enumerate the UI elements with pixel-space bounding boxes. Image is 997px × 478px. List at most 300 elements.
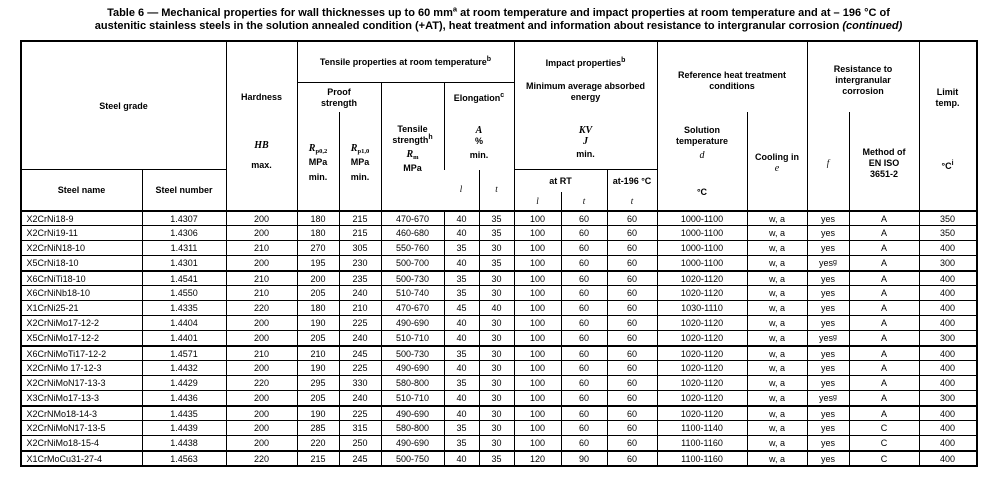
cell-limit-temp-row1: 350 — [919, 210, 976, 225]
cell-kv-196-t-row6: 60 — [607, 285, 657, 300]
cell-cooling-in-row11: w, a — [747, 360, 807, 375]
cell-limit-temp-row10: 400 — [919, 345, 976, 360]
cell-rm-range-row13: 510-710 — [381, 390, 444, 405]
header-rp02: $R_{p0,2}$ MPa min. — [297, 112, 339, 210]
cell-kv-rt-l-row13: 100 — [514, 390, 561, 405]
kv-symbol: KV — [578, 125, 593, 136]
header-f-column: f — [807, 112, 849, 210]
cell-method-en-iso-3651-2-row15: C — [849, 420, 919, 435]
cell-rp10-min-row1: 215 — [339, 210, 381, 225]
cell-kv-196-t-row2: 60 — [607, 225, 657, 240]
header-elongation-l: l — [459, 184, 463, 194]
cell-rm-range-row3: 550-760 — [381, 240, 444, 255]
cell-kv-rt-t-row7: 60 — [561, 300, 607, 315]
header-proof-strength: Proof strength — [297, 83, 381, 112]
cell-kv-rt-l-row15: 100 — [514, 420, 561, 435]
cell-kv-rt-l-row2: 100 — [514, 225, 561, 240]
cell-elongation-l-row17: 40 — [444, 450, 479, 465]
cell-rp10-min-row5: 235 — [339, 270, 381, 285]
cell-elongation-t-row1: 35 — [479, 210, 514, 225]
cell-steel-number-row3: 1.4311 — [142, 240, 226, 255]
cell-resistance-f-row14: yes — [807, 405, 849, 420]
cell-kv-rt-t-row15: 60 — [561, 420, 607, 435]
header-at-minus-196: at-196 °C — [607, 170, 657, 192]
cell-rp02-min-row2: 180 — [297, 225, 339, 240]
cell-solution-temperature-row9: 1020-1120 — [657, 330, 747, 345]
cell-hardness-hb-max-row5: 210 — [226, 270, 297, 285]
cell-rm-range-row11: 490-690 — [381, 360, 444, 375]
cell-elongation-l-row4: 40 — [444, 255, 479, 270]
cell-rp02-min-row16: 220 — [297, 435, 339, 450]
cell-elongation-t-row8: 30 — [479, 315, 514, 330]
table-title — [0, 0, 997, 33]
cell-steel-number-row17: 1.4563 — [142, 450, 226, 465]
cell-rm-range-row10: 500-730 — [381, 345, 444, 360]
cell-elongation-t-row2: 35 — [479, 225, 514, 240]
cell-steel-number-row14: 1.4435 — [142, 405, 226, 420]
cell-cooling-in-row13: w, a — [747, 390, 807, 405]
cell-solution-temperature-row3: 1000-1100 — [657, 240, 747, 255]
cell-kv-rt-l-row1: 100 — [514, 210, 561, 225]
footnote-marker-e: e — [774, 163, 780, 174]
cell-elongation-t-row5: 30 — [479, 270, 514, 285]
cell-limit-temp-row2: 350 — [919, 225, 976, 240]
cell-rm-range-row9: 510-710 — [381, 330, 444, 345]
cell-rm-range-row6: 510-740 — [381, 285, 444, 300]
cell-kv-rt-t-row3: 60 — [561, 240, 607, 255]
cell-resistance-f-row13: yes g — [807, 390, 849, 405]
cell-kv-rt-l-row17: 120 — [514, 450, 561, 465]
cell-steel-number-row2: 1.4306 — [142, 225, 226, 240]
cell-method-en-iso-3651-2-row10: A — [849, 345, 919, 360]
cell-limit-temp-row14: 400 — [919, 405, 976, 420]
cell-method-en-iso-3651-2-row12: A — [849, 375, 919, 390]
cell-cooling-in-row2: w, a — [747, 225, 807, 240]
cell-steel-name-row5: X6CrNiTi18-10 — [22, 270, 142, 285]
cell-rp02-min-row9: 205 — [297, 330, 339, 345]
cell-resistance-f-row5: yes — [807, 270, 849, 285]
cell-steel-number-row9: 1.4401 — [142, 330, 226, 345]
cell-kv-rt-l-row4: 100 — [514, 255, 561, 270]
cell-kv-rt-l-row6: 100 — [514, 285, 561, 300]
cell-cooling-in-row1: w, a — [747, 210, 807, 225]
cell-rp10-min-row3: 305 — [339, 240, 381, 255]
cell-steel-name-row13: X3CrNiMo17-13-3 — [22, 390, 142, 405]
cell-kv-rt-t-row2: 60 — [561, 225, 607, 240]
cell-cooling-in-row17: w, a — [747, 450, 807, 465]
cell-solution-temperature-row1: 1000-1100 — [657, 210, 747, 225]
cell-rm-range-row17: 500-750 — [381, 450, 444, 465]
cell-elongation-t-row7: 40 — [479, 300, 514, 315]
cell-resistance-f-row9: yes g — [807, 330, 849, 345]
cell-resistance-f-row3: yes — [807, 240, 849, 255]
cell-method-en-iso-3651-2-row4: A — [849, 255, 919, 270]
cell-hardness-hb-max-row9: 200 — [226, 330, 297, 345]
cell-resistance-f-row2: yes — [807, 225, 849, 240]
cell-kv-196-t-row13: 60 — [607, 390, 657, 405]
cell-rp10-min-row10: 245 — [339, 345, 381, 360]
cell-hardness-hb-max-row16: 200 — [226, 435, 297, 450]
cell-solution-temperature-row17: 1100-1160 — [657, 450, 747, 465]
j-symbol: J — [583, 136, 588, 147]
cell-limit-temp-row12: 400 — [919, 375, 976, 390]
cell-solution-temperature-row14: 1020-1120 — [657, 405, 747, 420]
cell-limit-temp-row9: 300 — [919, 330, 976, 345]
cell-kv-196-t-row16: 60 — [607, 435, 657, 450]
cell-rp10-min-row16: 250 — [339, 435, 381, 450]
cell-cooling-in-row6: w, a — [747, 285, 807, 300]
cell-cooling-in-row4: w, a — [747, 255, 807, 270]
cell-rm-range-row1: 470-670 — [381, 210, 444, 225]
cell-elongation-t-row11: 30 — [479, 360, 514, 375]
header-steel-number: Steel number — [142, 170, 226, 210]
cell-limit-temp-row13: 300 — [919, 390, 976, 405]
cell-limit-temp-row7: 400 — [919, 300, 976, 315]
header-at-rt-t: t — [561, 192, 607, 210]
cell-elongation-l-row8: 40 — [444, 315, 479, 330]
cell-steel-name-row10: X6CrNiMoTi17-12-2 — [22, 345, 142, 360]
cell-rp10-min-row12: 330 — [339, 375, 381, 390]
cell-limit-temp-row6: 400 — [919, 285, 976, 300]
cell-kv-196-t-row10: 60 — [607, 345, 657, 360]
cell-solution-temperature-row16: 1100-1160 — [657, 435, 747, 450]
cell-kv-rt-t-row12: 60 — [561, 375, 607, 390]
cell-elongation-l-row13: 40 — [444, 390, 479, 405]
cell-kv-rt-t-row1: 60 — [561, 210, 607, 225]
cell-rm-range-row4: 500-700 — [381, 255, 444, 270]
cell-kv-rt-l-row11: 100 — [514, 360, 561, 375]
header-tensile-strength: Tensile strength$^h$ $R_m$ MPa — [381, 83, 444, 210]
cell-elongation-l-row1: 40 — [444, 210, 479, 225]
cell-method-en-iso-3651-2-row1: A — [849, 210, 919, 225]
footnote-marker-c: c — [500, 91, 505, 99]
cell-hardness-hb-max-row3: 210 — [226, 240, 297, 255]
cell-elongation-t-row13: 30 — [479, 390, 514, 405]
cell-method-en-iso-3651-2-row11: A — [849, 360, 919, 375]
cell-solution-temperature-row7: 1030-1110 — [657, 300, 747, 315]
cell-rp02-min-row10: 210 — [297, 345, 339, 360]
cell-kv-rt-l-row9: 100 — [514, 330, 561, 345]
cell-cooling-in-row15: w, a — [747, 420, 807, 435]
cell-solution-temperature-row4: 1000-1100 — [657, 255, 747, 270]
cell-kv-rt-t-row17: 90 — [561, 450, 607, 465]
cell-kv-rt-t-row6: 60 — [561, 285, 607, 300]
cell-rp10-min-row15: 315 — [339, 420, 381, 435]
cell-rm-range-row7: 470-670 — [381, 300, 444, 315]
cell-steel-number-row11: 1.4432 — [142, 360, 226, 375]
cell-kv-rt-t-row10: 60 — [561, 345, 607, 360]
cell-elongation-l-row3: 35 — [444, 240, 479, 255]
cell-rp10-min-row6: 240 — [339, 285, 381, 300]
header-method-en-iso: Method of EN ISO 3651-2 — [849, 112, 919, 210]
footnote-marker-d: d — [699, 150, 705, 161]
cell-rp10-min-row13: 240 — [339, 390, 381, 405]
cell-elongation-l-row14: 40 — [444, 405, 479, 420]
header-cooling-in: Cooling in e — [747, 112, 807, 210]
cell-rp02-min-row1: 180 — [297, 210, 339, 225]
cell-kv-rt-l-row3: 100 — [514, 240, 561, 255]
cell-steel-name-row3: X2CrNiN18-10 — [22, 240, 142, 255]
cell-method-en-iso-3651-2-row13: A — [849, 390, 919, 405]
cell-rp02-min-row7: 180 — [297, 300, 339, 315]
cell-steel-name-row17: X1CrMoCu31-27-4 — [22, 450, 142, 465]
cell-kv-196-t-row12: 60 — [607, 375, 657, 390]
cell-hardness-hb-max-row8: 200 — [226, 315, 297, 330]
cell-kv-196-t-row11: 60 — [607, 360, 657, 375]
cell-hardness-hb-max-row14: 200 — [226, 405, 297, 420]
header-elongation-symbols: A % min. — [444, 112, 514, 170]
cell-rp10-min-row4: 230 — [339, 255, 381, 270]
cell-method-en-iso-3651-2-row2: A — [849, 225, 919, 240]
cell-kv-196-t-row5: 60 — [607, 270, 657, 285]
footnote-marker-a: a — [452, 4, 458, 14]
cell-elongation-t-row4: 35 — [479, 255, 514, 270]
cell-kv-rt-t-row16: 60 — [561, 435, 607, 450]
cell-steel-number-row13: 1.4436 — [142, 390, 226, 405]
cell-elongation-t-row14: 30 — [479, 405, 514, 420]
footnote-marker-i: i — [951, 160, 954, 167]
cell-kv-196-t-row9: 60 — [607, 330, 657, 345]
cell-rp02-min-row12: 295 — [297, 375, 339, 390]
cell-elongation-t-row10: 30 — [479, 345, 514, 360]
cell-rp02-min-row8: 190 — [297, 315, 339, 330]
cell-method-en-iso-3651-2-row3: A — [849, 240, 919, 255]
header-reference-heat-treatment-group: Reference heat treatment conditions — [657, 42, 807, 112]
header-steel-name: Steel name — [57, 185, 106, 195]
cell-steel-name-row9: X5CrNiMo17-12-2 — [22, 330, 142, 345]
cell-cooling-in-row3: w, a — [747, 240, 807, 255]
cell-limit-temp-row4: 300 — [919, 255, 976, 270]
cell-kv-rt-l-row7: 100 — [514, 300, 561, 315]
cell-solution-temperature-row13: 1020-1120 — [657, 390, 747, 405]
cell-solution-temperature-row2: 1000-1100 — [657, 225, 747, 240]
cell-limit-temp-row5: 400 — [919, 270, 976, 285]
cell-steel-number-row8: 1.4404 — [142, 315, 226, 330]
cell-cooling-in-row12: w, a — [747, 375, 807, 390]
cell-steel-number-row16: 1.4438 — [142, 435, 226, 450]
cell-cooling-in-row16: w, a — [747, 435, 807, 450]
cell-rp02-min-row17: 215 — [297, 450, 339, 465]
cell-hardness-hb-max-row10: 210 — [226, 345, 297, 360]
cell-hardness-hb-max-row7: 220 — [226, 300, 297, 315]
cell-steel-name-row7: X1CrNi25-21 — [22, 300, 142, 315]
cell-solution-temperature-row10: 1020-1120 — [657, 345, 747, 360]
cell-elongation-l-row5: 35 — [444, 270, 479, 285]
header-at-minus-196-t: t — [607, 192, 657, 210]
cell-resistance-f-row4: yes g — [807, 255, 849, 270]
cell-cooling-in-row14: w, a — [747, 405, 807, 420]
cell-rm-range-row16: 490-690 — [381, 435, 444, 450]
cell-elongation-l-row9: 40 — [444, 330, 479, 345]
cell-resistance-f-row11: yes — [807, 360, 849, 375]
header-rp10: $R_{p1,0}$ MPa min. — [339, 112, 381, 210]
cell-steel-number-row15: 1.4439 — [142, 420, 226, 435]
header-impact-symbols: KV J min. — [514, 112, 657, 170]
header-solution-temperature-unit: °C — [657, 170, 747, 210]
cell-kv-rt-t-row9: 60 — [561, 330, 607, 345]
cell-rm-range-row15: 580-800 — [381, 420, 444, 435]
cell-rp10-min-row14: 225 — [339, 405, 381, 420]
header-impact-properties-group: Impact properties$^b$ Minimum average absorbed energy — [514, 42, 657, 112]
cell-method-en-iso-3651-2-row8: A — [849, 315, 919, 330]
cell-steel-number-row5: 1.4541 — [142, 270, 226, 285]
header-elongation-t: t — [479, 170, 514, 210]
header-at-rt: at RT — [514, 170, 607, 192]
cell-steel-name-row4: X5CrNi18-10 — [22, 255, 142, 270]
cell-steel-name-row15: X2CrNiMoN17-13-5 — [22, 420, 142, 435]
cell-solution-temperature-row8: 1020-1120 — [657, 315, 747, 330]
cell-elongation-l-row15: 35 — [444, 420, 479, 435]
cell-resistance-f-row7: yes — [807, 300, 849, 315]
cell-elongation-t-row15: 30 — [479, 420, 514, 435]
header-at-rt-l: l — [514, 192, 561, 210]
cell-resistance-f-row12: yes — [807, 375, 849, 390]
cell-kv-196-t-row4: 60 — [607, 255, 657, 270]
cell-resistance-f-row6: yes — [807, 285, 849, 300]
cell-solution-temperature-row6: 1020-1120 — [657, 285, 747, 300]
cell-cooling-in-row5: w, a — [747, 270, 807, 285]
cell-kv-196-t-row14: 60 — [607, 405, 657, 420]
cell-steel-name-row2: X2CrNi19-11 — [22, 225, 142, 240]
cell-rp02-min-row11: 190 — [297, 360, 339, 375]
cell-rm-range-row12: 580-800 — [381, 375, 444, 390]
cell-steel-name-row8: X2CrNiMo17-12-2 — [22, 315, 142, 330]
cell-rm-range-row5: 500-730 — [381, 270, 444, 285]
table-title-line1: Table 6 — Mechanical properties for wall thicknesses up to 60 $mm^a$ at room temperature and impact properties at room temperature and at – 196 °C of — [107, 4, 890, 19]
cell-kv-rt-t-row5: 60 — [561, 270, 607, 285]
cell-resistance-f-row1: yes — [807, 210, 849, 225]
cell-rp02-min-row6: 205 — [297, 285, 339, 300]
cell-solution-temperature-row11: 1020-1120 — [657, 360, 747, 375]
cell-steel-number-row1: 1.4307 — [142, 210, 226, 225]
cell-elongation-t-row3: 30 — [479, 240, 514, 255]
cell-rp10-min-row7: 210 — [339, 300, 381, 315]
cell-steel-number-row12: 1.4429 — [142, 375, 226, 390]
cell-kv-rt-l-row16: 100 — [514, 435, 561, 450]
cell-elongation-l-row6: 35 — [444, 285, 479, 300]
cell-rp02-min-row14: 190 — [297, 405, 339, 420]
cell-hardness-hb-max-row2: 200 — [226, 225, 297, 240]
cell-rp02-min-row5: 200 — [297, 270, 339, 285]
cell-kv-rt-t-row4: 60 — [561, 255, 607, 270]
cell-cooling-in-row10: w, a — [747, 345, 807, 360]
cell-resistance-f-row15: yes — [807, 420, 849, 435]
cell-elongation-l-row11: 40 — [444, 360, 479, 375]
cell-kv-196-t-row3: 60 — [607, 240, 657, 255]
cell-resistance-f-row8: yes — [807, 315, 849, 330]
cell-hardness-hb-max-row1: 200 — [226, 210, 297, 225]
cell-kv-196-t-row7: 60 — [607, 300, 657, 315]
cell-resistance-f-row10: yes — [807, 345, 849, 360]
cell-limit-temp-row11: 400 — [919, 360, 976, 375]
cell-method-en-iso-3651-2-row16: C — [849, 435, 919, 450]
hardness-symbol-hb: HB — [254, 139, 269, 151]
cell-elongation-t-row16: 30 — [479, 435, 514, 450]
cell-kv-196-t-row15: 60 — [607, 420, 657, 435]
cell-elongation-t-row6: 30 — [479, 285, 514, 300]
cell-rm-range-row14: 490-690 — [381, 405, 444, 420]
cell-hardness-hb-max-row17: 220 — [226, 450, 297, 465]
cell-kv-rt-t-row13: 60 — [561, 390, 607, 405]
cell-elongation-l-row16: 35 — [444, 435, 479, 450]
footnote-marker-h: h — [428, 133, 433, 141]
cell-hardness-hb-max-row12: 220 — [226, 375, 297, 390]
cell-rp10-min-row9: 240 — [339, 330, 381, 345]
cell-resistance-f-row17: yes — [807, 450, 849, 465]
cell-elongation-t-row12: 30 — [479, 375, 514, 390]
cell-kv-rt-t-row8: 60 — [561, 315, 607, 330]
cell-cooling-in-row7: w, a — [747, 300, 807, 315]
cell-kv-rt-l-row12: 100 — [514, 375, 561, 390]
cell-steel-number-row6: 1.4550 — [142, 285, 226, 300]
cell-rp10-min-row2: 215 — [339, 225, 381, 240]
cell-kv-196-t-row8: 60 — [607, 315, 657, 330]
header-resistance-intergranular-group: Resistance to intergranular corrosion — [807, 42, 919, 112]
cell-method-en-iso-3651-2-row7: A — [849, 300, 919, 315]
cell-elongation-l-row2: 40 — [444, 225, 479, 240]
cell-steel-number-row4: 1.4301 — [142, 255, 226, 270]
cell-rp10-min-row8: 225 — [339, 315, 381, 330]
cell-solution-temperature-row12: 1020-1120 — [657, 375, 747, 390]
cell-cooling-in-row9: w, a — [747, 330, 807, 345]
cell-solution-temperature-row15: 1100-1140 — [657, 420, 747, 435]
cell-rm-range-row8: 490-690 — [381, 315, 444, 330]
cell-elongation-l-row7: 45 — [444, 300, 479, 315]
header-elongation: Elongation$^c$ — [444, 83, 514, 112]
cell-hardness-hb-max-row15: 200 — [226, 420, 297, 435]
cell-method-en-iso-3651-2-row9: A — [849, 330, 919, 345]
cell-steel-name-row12: X2CrNiMoN17-13-3 — [22, 375, 142, 390]
cell-kv-rt-t-row11: 60 — [561, 360, 607, 375]
cell-steel-name-row14: X2CrNMo18-14-3 — [22, 405, 142, 420]
cell-hardness-hb-max-row13: 200 — [226, 390, 297, 405]
cell-kv-rt-l-row10: 100 — [514, 345, 561, 360]
header-limit-temp: Limit temp. $^\circ C^i$ — [919, 42, 976, 210]
cell-rp02-min-row15: 285 — [297, 420, 339, 435]
cell-kv-rt-l-row14: 100 — [514, 405, 561, 420]
cell-method-en-iso-3651-2-row17: C — [849, 450, 919, 465]
cell-elongation-l-row12: 35 — [444, 375, 479, 390]
cell-elongation-t-row17: 35 — [479, 450, 514, 465]
cell-resistance-f-row16: yes — [807, 435, 849, 450]
cell-kv-196-t-row17: 60 — [607, 450, 657, 465]
cell-solution-temperature-row5: 1020-1120 — [657, 270, 747, 285]
cell-steel-name-row6: X6CrNiNb18-10 — [22, 285, 142, 300]
cell-kv-rt-t-row14: 60 — [561, 405, 607, 420]
footnote-marker-b2: b — [621, 57, 626, 64]
cell-method-en-iso-3651-2-row5: A — [849, 270, 919, 285]
cell-method-en-iso-3651-2-row14: A — [849, 405, 919, 420]
header-solution-temperature: Solution temperature d — [657, 112, 747, 170]
cell-elongation-l-row10: 35 — [444, 345, 479, 360]
cell-rp10-min-row17: 245 — [339, 450, 381, 465]
cell-rp02-min-row3: 270 — [297, 240, 339, 255]
continued-label: (continued) — [842, 20, 903, 32]
cell-limit-temp-row8: 400 — [919, 315, 976, 330]
cell-kv-rt-l-row5: 100 — [514, 270, 561, 285]
table-title-line2: austenitic stainless steels in the solution annealed condition (+AT), heat treatment and information about resistance to intergranular corrosion (continued) — [94, 20, 903, 32]
cell-method-en-iso-3651-2-row6: A — [849, 285, 919, 300]
cell-kv-196-t-row1: 60 — [607, 210, 657, 225]
header-hardness: Hardness HB max. — [226, 42, 297, 210]
header-tensile-properties-group: Tensile properties at room temperature$^b$ — [297, 42, 514, 83]
footnote-marker-b: b — [486, 56, 492, 63]
cell-hardness-hb-max-row6: 210 — [226, 285, 297, 300]
mechanical-properties-table — [20, 40, 978, 467]
cell-rp10-min-row11: 225 — [339, 360, 381, 375]
cell-rp02-min-row13: 205 — [297, 390, 339, 405]
cell-hardness-hb-max-row4: 200 — [226, 255, 297, 270]
